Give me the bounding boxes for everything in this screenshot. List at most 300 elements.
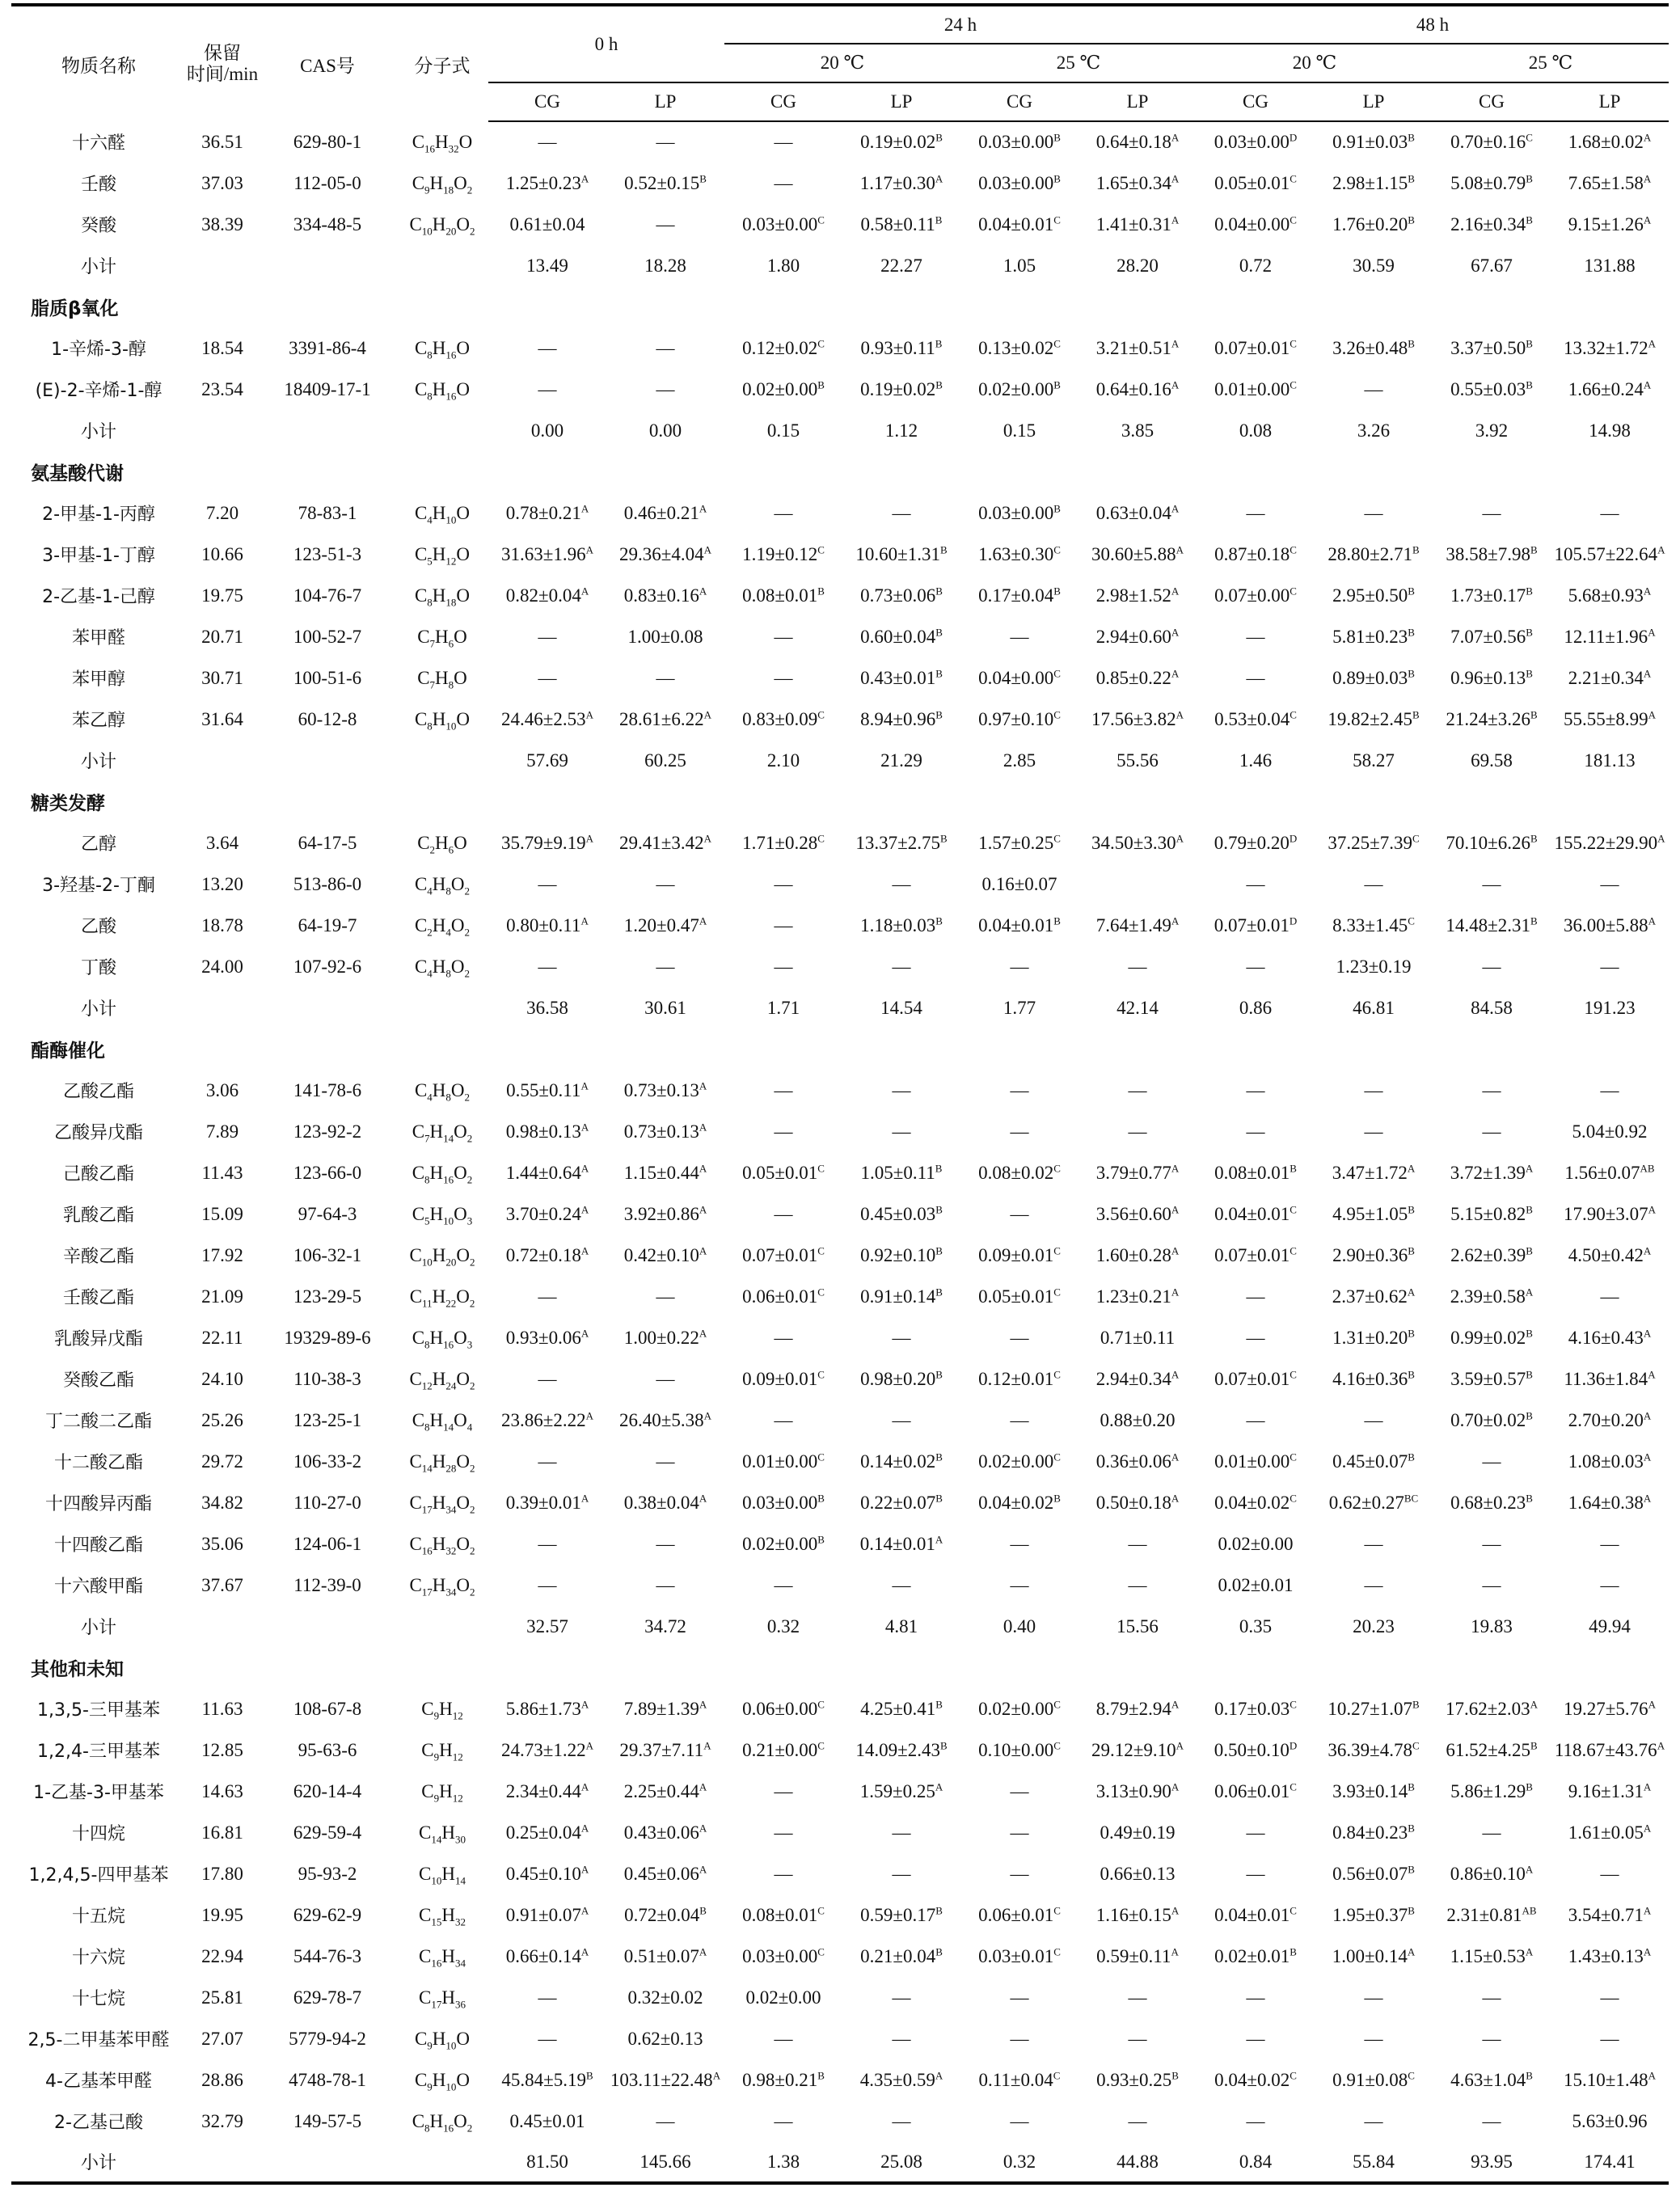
significance-letter: C	[1290, 1491, 1297, 1504]
value-cell	[606, 1276, 724, 1317]
value-text: 7.07±0.56	[1450, 626, 1526, 647]
formula-part: H	[435, 626, 449, 647]
subtotal-value: 0.00	[530, 420, 564, 441]
cas-number: 5779-94-2	[289, 2028, 366, 2049]
formula-part: 14	[431, 1833, 442, 1846]
significance-letter: A	[580, 1202, 589, 1215]
significance-letter: A	[1643, 131, 1652, 144]
retention-time: 37.03	[201, 172, 243, 193]
value-cell	[960, 616, 1078, 657]
value-cell	[960, 1235, 1078, 1276]
value-cell	[606, 204, 724, 245]
value-text: 0.19±0.02	[860, 132, 936, 152]
value-text: 0.51±0.07	[623, 1945, 699, 1966]
subtotal-value: 55.84	[1315, 2142, 1433, 2183]
value-cell	[1197, 822, 1315, 864]
value-cell	[960, 1482, 1078, 1523]
compound-name: 乙酸乙酯	[62, 1082, 134, 1102]
value-cell	[842, 1977, 960, 2018]
table-row	[11, 1771, 1669, 1812]
value-cell	[1078, 946, 1197, 987]
value-text: 1.44±0.64	[505, 1162, 581, 1183]
table-row	[11, 657, 1669, 699]
value-text: 0.36±0.06	[1095, 1451, 1171, 1472]
value-text: 0.21±0.00	[742, 1739, 818, 1760]
subtotal-value: 0.86	[1239, 997, 1273, 1018]
header-formula: 分子式	[396, 5, 488, 121]
compound-name: 4-乙基苯甲醛	[45, 2071, 152, 2092]
value-text: 3.56±0.60	[1095, 1203, 1171, 1224]
formula-part: 9	[427, 2039, 433, 2052]
subtotal-value: 1.38	[724, 2142, 842, 2183]
value-text: —	[656, 956, 675, 977]
subtotal-value: 0.15	[766, 420, 800, 441]
value-text: 1.20±0.47	[623, 914, 699, 935]
value-cell	[1315, 1070, 1433, 1111]
value-cell	[960, 1565, 1078, 1606]
significance-letter: B	[1408, 336, 1415, 349]
value-cell	[842, 905, 960, 946]
cas-number: 95-63-6	[298, 1739, 357, 1760]
value-cell	[1551, 163, 1669, 204]
value-cell	[842, 657, 960, 699]
value-cell	[842, 1894, 960, 1936]
molecular-formula	[396, 1111, 488, 1152]
value-text: 0.45±0.03	[860, 1203, 936, 1224]
value-text: —	[1128, 1574, 1147, 1595]
value-text: 2.95±0.50	[1332, 585, 1408, 606]
value-cell	[488, 1936, 606, 1977]
value-text: 5.15±0.82	[1450, 1203, 1526, 1224]
value-text: 0.22±0.07	[860, 1492, 936, 1513]
significance-letter: A	[935, 171, 943, 184]
value-text: 2.31±0.81	[1446, 1904, 1522, 1925]
empty-cell	[186, 1606, 259, 1647]
formula-part: 2	[470, 1503, 475, 1516]
value-cell	[1315, 1193, 1433, 1235]
significance-letter: A	[1171, 1903, 1180, 1916]
value-cell	[960, 369, 1078, 410]
formula-part: C	[414, 502, 428, 523]
formula-part: H	[439, 1698, 453, 1719]
value-text: 7.89±1.39	[623, 1698, 699, 1719]
value-text: 3.92±0.86	[623, 1203, 699, 1224]
value-cell	[1315, 1152, 1433, 1193]
retention-time: 25.26	[201, 1409, 243, 1430]
molecular-formula	[396, 204, 488, 245]
value-text: 0.04±0.01	[1214, 1904, 1290, 1925]
empty-cell	[259, 245, 396, 286]
formula-part: O	[454, 172, 467, 193]
significance-letter: B	[935, 1161, 943, 1174]
significance-letter: A	[699, 1161, 707, 1174]
value-cell	[842, 1936, 960, 1977]
value-text: —	[774, 956, 793, 977]
value-cell	[1315, 534, 1433, 575]
compound-name: 丁二酸二乙酯	[44, 1412, 152, 1432]
formula-part: H	[432, 1368, 446, 1389]
value-cell	[1197, 121, 1315, 163]
value-cell	[1433, 1565, 1551, 1606]
molecular-formula	[396, 1771, 488, 1812]
value-cell	[724, 1977, 842, 2018]
value-text: 17.56±3.82	[1091, 708, 1176, 729]
significance-letter: A	[1407, 1285, 1416, 1298]
value-text: —	[1364, 502, 1383, 523]
formula-part: 16	[424, 142, 436, 155]
formula-part: 8	[445, 967, 451, 980]
cas-number: 123-29-5	[293, 1286, 362, 1307]
value-text: —	[1482, 1533, 1501, 1554]
value-text: 29.12±9.10	[1091, 1739, 1176, 1760]
formula-part: 2	[470, 1256, 475, 1269]
value-cell	[1433, 657, 1551, 699]
value-cell	[1551, 1152, 1669, 1193]
value-cell	[1078, 1936, 1197, 1977]
formula-part: C	[414, 585, 428, 606]
value-cell	[724, 1152, 842, 1193]
significance-letter: B	[1408, 1821, 1415, 1834]
subtotal-label: 小计	[80, 752, 116, 772]
value-text: 0.70±0.16	[1450, 132, 1526, 152]
value-text: 155.22±29.90	[1554, 832, 1658, 853]
subtotal-value: 57.69	[526, 750, 568, 771]
value-text: 0.11±0.04	[978, 2069, 1053, 2090]
significance-letter: B	[1290, 1945, 1297, 1957]
significance-letter: B	[1530, 914, 1538, 927]
formula-part: H	[432, 502, 446, 523]
formula-part: O	[450, 914, 465, 935]
formula-part: H	[432, 914, 446, 935]
significance-letter: B	[1530, 831, 1538, 844]
value-cell	[488, 1111, 606, 1152]
significance-letter: B	[1526, 1367, 1533, 1380]
value-text: 3.79±0.77	[1095, 1162, 1171, 1183]
molecular-formula	[396, 1853, 488, 1894]
subtotal-value: 131.88	[1584, 255, 1636, 276]
value-text: 0.83±0.16	[623, 585, 699, 606]
value-cell	[724, 1358, 842, 1400]
compound-name: 乳酸异戊酯	[53, 1329, 143, 1349]
subtotal-value: 1.71	[766, 997, 800, 1018]
value-text: —	[1128, 1121, 1147, 1142]
significance-letter: B	[1526, 336, 1533, 349]
formula-part: H	[432, 1286, 446, 1307]
table-row	[11, 1358, 1669, 1400]
significance-letter: A	[699, 584, 707, 597]
significance-letter: C	[817, 543, 825, 555]
molecular-formula	[396, 369, 488, 410]
value-text: 0.17±0.03	[1214, 1698, 1290, 1719]
value-text: —	[892, 1079, 911, 1100]
cas-number: 100-52-7	[293, 626, 362, 647]
value-cell	[960, 1812, 1078, 1853]
formula-part: C	[412, 1409, 425, 1430]
value-cell	[1551, 369, 1669, 410]
value-text: 23.86±2.22	[500, 1409, 586, 1430]
significance-letter: A	[699, 1202, 707, 1215]
value-cell	[1551, 822, 1669, 864]
value-text: 0.88±0.20	[1100, 1409, 1176, 1430]
significance-letter: B	[935, 914, 943, 927]
molecular-formula	[396, 121, 488, 163]
value-text: 0.03±0.00	[742, 1492, 818, 1513]
value-cell	[1551, 946, 1669, 987]
subtotal-label: 小计	[80, 1618, 116, 1638]
value-cell	[1197, 1936, 1315, 1977]
value-text: 1.00±0.08	[627, 626, 703, 647]
significance-letter: B	[1526, 2068, 1533, 2081]
significance-letter: B	[1053, 378, 1061, 391]
table-row	[11, 1441, 1669, 1482]
formula-part: O	[450, 1079, 465, 1100]
formula-part: C	[414, 543, 428, 564]
value-text: 1.56±0.07	[1564, 1162, 1640, 1183]
value-text: 0.43±0.06	[623, 1822, 699, 1843]
formula-part: 5	[427, 555, 433, 568]
molecular-formula	[396, 699, 488, 740]
formula-part: C	[417, 667, 430, 688]
subtotal-row	[11, 740, 1669, 781]
value-text: 1.00±0.22	[623, 1327, 699, 1348]
value-text: 0.09±0.01	[742, 1368, 818, 1389]
significance-letter: B	[1526, 171, 1533, 184]
subtotal-value: 0.15	[1003, 420, 1036, 441]
table-row	[11, 1812, 1669, 1853]
formula-part: 24	[445, 1379, 457, 1392]
retention-time: 37.67	[201, 1574, 243, 1595]
value-text: 30.60±5.88	[1091, 543, 1176, 564]
value-cell	[1078, 657, 1197, 699]
formula-part: 8	[445, 1091, 451, 1104]
compound-table	[11, 3, 1669, 2185]
value-text: 2.39±0.58	[1450, 1286, 1526, 1307]
formula-part: H	[429, 1121, 444, 1142]
significance-letter: C	[1053, 1450, 1061, 1463]
significance-letter: A	[1525, 1862, 1534, 1875]
value-text: 29.37±7.11	[619, 1739, 704, 1760]
value-cell	[1551, 1565, 1669, 1606]
significance-letter: C	[1290, 543, 1297, 555]
value-text: 1.08±0.03	[1568, 1451, 1644, 1472]
formula-part: H	[432, 2069, 446, 2090]
subtotal-value: 145.66	[606, 2142, 724, 2183]
subtotal-value: 0.32	[766, 1615, 800, 1636]
value-cell	[960, 575, 1078, 616]
value-text: 1.00±0.14	[1332, 1945, 1408, 1966]
significance-letter: B	[935, 1945, 943, 1957]
value-text: 5.04±0.92	[1572, 1121, 1648, 1142]
formula-part: H	[441, 1904, 455, 1925]
formula-part: 8	[445, 885, 451, 897]
table-row	[11, 163, 1669, 204]
value-cell	[1433, 905, 1551, 946]
value-cell	[960, 1977, 1078, 2018]
molecular-formula	[396, 492, 488, 534]
significance-letter: A	[580, 1326, 589, 1339]
significance-letter: A	[1171, 914, 1180, 927]
empty-cell	[259, 410, 396, 451]
cas-number: 3391-86-4	[289, 337, 366, 358]
subtotal-value: 44.88	[1078, 2142, 1197, 2183]
molecular-formula	[396, 1317, 488, 1358]
formula-part: O	[456, 1286, 470, 1307]
value-cell	[606, 1977, 724, 2018]
value-cell	[606, 1358, 724, 1400]
significance-letter: B	[935, 1285, 943, 1298]
value-cell	[606, 1565, 724, 1606]
significance-letter: C	[1053, 2068, 1061, 2081]
value-cell	[1315, 1977, 1433, 2018]
formula-part: 8	[424, 1338, 430, 1351]
value-cell	[1551, 1400, 1669, 1441]
value-cell	[488, 657, 606, 699]
significance-letter: C	[817, 1697, 825, 1710]
value-text: 0.39±0.01	[505, 1492, 581, 1513]
value-cell	[960, 121, 1078, 163]
formula-part: 17	[431, 1998, 442, 2011]
significance-letter: B	[1530, 543, 1538, 555]
molecular-formula	[396, 1688, 488, 1729]
formula-part: O	[456, 543, 471, 564]
significance-letter: D	[1289, 1738, 1298, 1751]
formula-part: O	[456, 502, 471, 523]
formula-part: 9	[427, 2080, 433, 2093]
value-cell	[842, 946, 960, 987]
table-row	[11, 905, 1669, 946]
value-cell	[1078, 1193, 1197, 1235]
significance-letter: B	[1530, 707, 1538, 720]
value-cell	[842, 2101, 960, 2142]
header-cg: CG	[960, 82, 1078, 121]
formula-part: H	[432, 1533, 446, 1554]
compound-name: 辛酸乙酯	[62, 1247, 134, 1267]
retention-time: 12.85	[201, 1739, 243, 1760]
significance-letter: A	[703, 1408, 711, 1421]
formula-part: H	[432, 1574, 446, 1595]
significance-letter: C	[817, 213, 825, 226]
retention-time: 30.71	[201, 667, 243, 688]
value-text: 4.50±0.42	[1568, 1244, 1644, 1265]
value-cell	[842, 699, 960, 740]
formula-part: C	[409, 1574, 422, 1595]
value-text: 0.04±0.00	[978, 667, 1054, 688]
significance-letter: A	[703, 707, 711, 720]
value-text: —	[1482, 873, 1501, 894]
formula-part: C	[409, 1286, 423, 1307]
formula-part: 8	[424, 1421, 430, 1434]
value-text: 2.98±1.15	[1332, 172, 1408, 193]
value-cell	[1551, 1482, 1669, 1523]
value-text: 1.41±0.31	[1095, 213, 1171, 234]
significance-letter: A	[580, 1491, 589, 1504]
value-cell	[724, 657, 842, 699]
cas-number: 106-32-1	[293, 1244, 362, 1265]
significance-letter: A	[699, 1945, 707, 1957]
molecular-formula	[396, 534, 488, 575]
molecular-formula	[396, 1482, 488, 1523]
value-cell	[1551, 1358, 1669, 1400]
header-24h-20c: 20 ℃	[724, 44, 960, 82]
molecular-formula	[396, 1193, 488, 1235]
value-cell	[606, 369, 724, 410]
value-text: 9.16±1.31	[1568, 1780, 1644, 1801]
subtotal-value: 2.85	[1003, 750, 1036, 771]
empty-cell	[396, 987, 488, 1028]
value-text: 1.19±0.12	[742, 543, 818, 564]
value-text: —	[1246, 1863, 1265, 1884]
value-text: 0.85±0.22	[1095, 667, 1171, 688]
value-cell	[1197, 204, 1315, 245]
molecular-formula	[396, 1565, 488, 1606]
formula-part: 16	[443, 1338, 454, 1351]
value-text: 19.27±5.76	[1563, 1698, 1648, 1719]
value-cell	[960, 822, 1078, 864]
value-text: —	[892, 2028, 911, 2049]
significance-letter: A	[1171, 1450, 1180, 1463]
value-cell	[1315, 1812, 1433, 1853]
value-text: —	[1246, 1286, 1265, 1307]
empty-cell	[396, 2142, 488, 2183]
value-text: 0.66±0.13	[1100, 1863, 1176, 1884]
formula-part: O	[454, 626, 467, 647]
molecular-formula	[396, 575, 488, 616]
value-text: 0.06±0.00	[742, 1698, 818, 1719]
value-cell	[1551, 657, 1669, 699]
formula-part: 4	[427, 513, 433, 526]
value-cell	[1551, 204, 1669, 245]
value-text: —	[656, 213, 675, 234]
value-text: 0.03±0.00	[978, 502, 1054, 523]
value-cell	[1551, 1812, 1669, 1853]
subtotal-label: 小计	[80, 999, 116, 1020]
formula-part: 2	[470, 225, 475, 238]
value-text: —	[774, 1203, 793, 1224]
subtotal-value: 13.49	[526, 255, 568, 276]
value-text: —	[1010, 1079, 1029, 1100]
formula-part: 6	[448, 843, 454, 856]
value-text: —	[1364, 1574, 1383, 1595]
value-text: —	[1246, 1822, 1265, 1843]
value-text: 2.98±1.52	[1095, 585, 1171, 606]
value-text: —	[1010, 1863, 1029, 1884]
significance-letter: B	[1053, 171, 1061, 184]
value-text: 4.63±1.04	[1450, 2069, 1526, 2090]
empty-cell	[259, 987, 396, 1028]
value-text: —	[892, 956, 911, 977]
value-text: 0.03±0.00	[978, 132, 1054, 152]
formula-part: 4	[445, 926, 451, 939]
value-text: —	[774, 1409, 793, 1430]
formula-part: H	[435, 832, 449, 853]
value-text: —	[774, 1822, 793, 1843]
cas-number: 123-92-2	[293, 1121, 362, 1142]
value-text: 0.19±0.02	[860, 378, 936, 399]
value-cell	[960, 946, 1078, 987]
significance-letter: A	[703, 543, 711, 555]
value-cell	[606, 327, 724, 369]
formula-part: O	[456, 585, 471, 606]
formula-part: H	[432, 2028, 446, 2049]
cas-number: 97-64-3	[298, 1203, 357, 1224]
subtotal-value: 14.98	[1589, 420, 1631, 441]
value-cell	[1078, 1812, 1197, 1853]
value-text: —	[538, 956, 557, 977]
subtotal-label: 小计	[11, 2142, 186, 2183]
value-cell	[842, 534, 960, 575]
significance-letter: A	[1171, 131, 1180, 144]
value-cell	[960, 534, 1078, 575]
